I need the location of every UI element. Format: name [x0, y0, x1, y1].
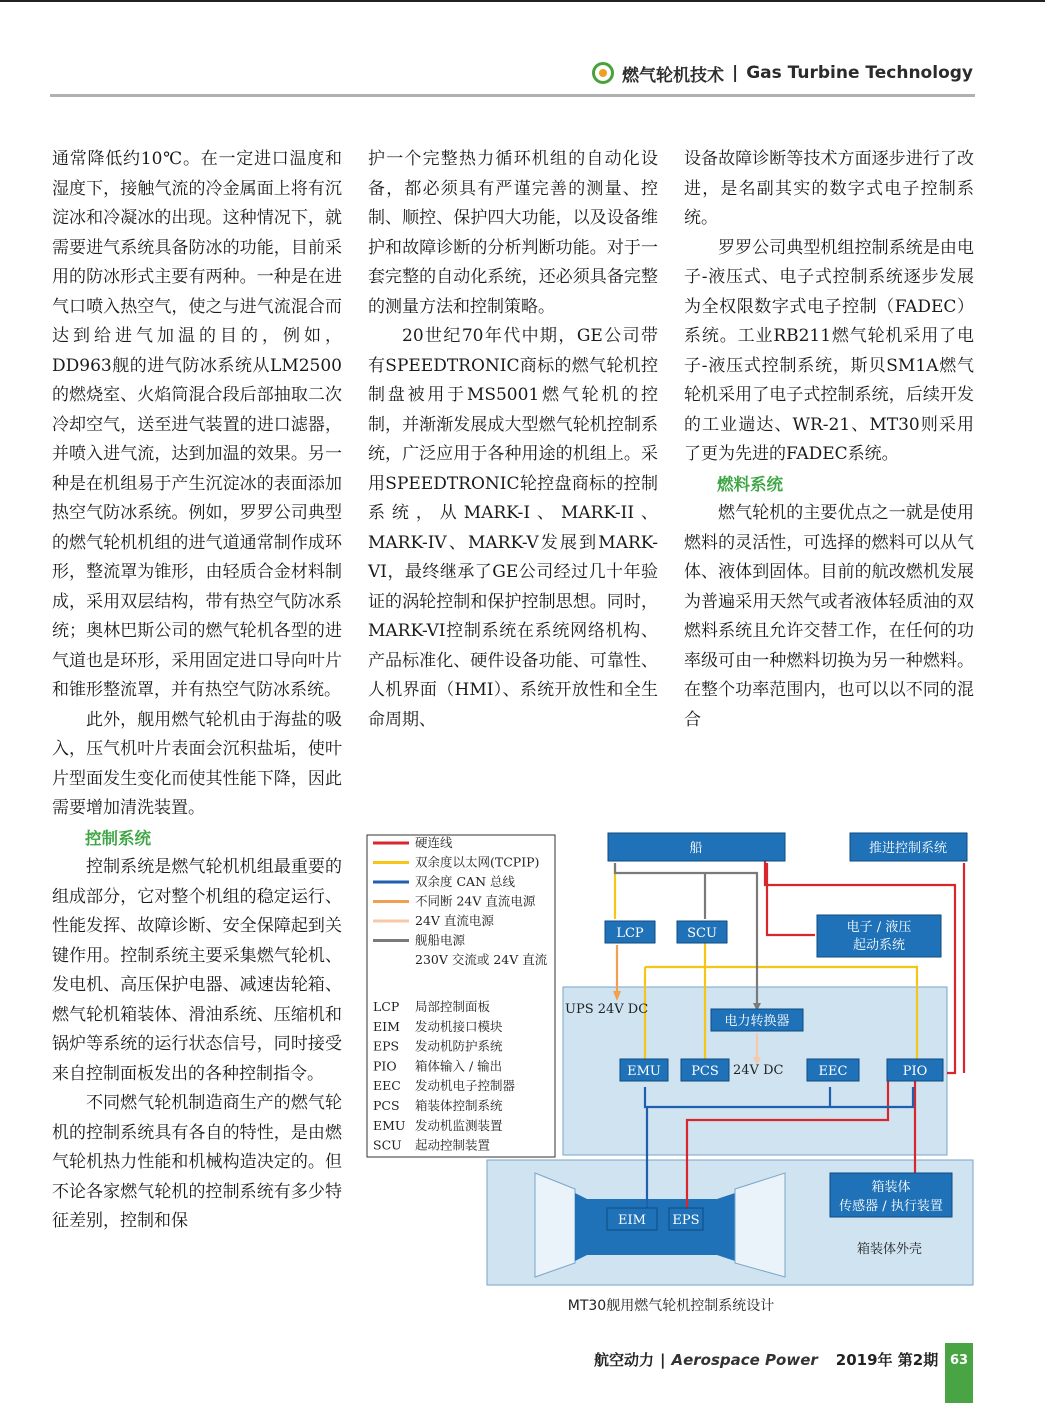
footer-separator: |: [660, 1350, 666, 1369]
eim-label: EIM: [618, 1213, 646, 1228]
header-title-cn: 燃气轮机技术: [621, 65, 724, 86]
abbr-key: PIO: [373, 1058, 397, 1074]
ship-label: 船: [689, 841, 703, 856]
abbr-value: 发动机防护系统: [415, 1038, 503, 1054]
top-border-line: [0, 0, 1045, 2]
paragraph: 燃气轮机的主要优点之一就是使用燃料的灵活性，可选择的燃料可以从气体、液体到固体。目前的航改燃机发展为普遍采用天然气或者液体轻质油的双燃料系统且允许交替工作，在任何的功率级可由一种燃料切换为另一种燃料。在整个功率范围内，也可以以不同的混合: [684, 503, 974, 730]
paragraph: 20世纪70年代中期，GE公司带有SPEEDTRONIC商标的燃气轮机控制盘被用于MS5001燃气轮机的控制，并渐渐发展成大型燃气轮机控制系统，广泛应用于各种用途的机组上。采用SPEEDTRONIC轮控盘商标的控制系统，从MARK-I、MARK-II、MARK-IV、MARK-V发展到MARK-VI，最终继承了GE公司经过几十年验证的涡轮控制和保护控制思想。同时，MARK-VI控制系统在系统网络机构、产品标准化、硬件设备功能、可靠性、人机界面（HMI）、系统开放性和全生命周期、: [368, 326, 658, 730]
gas-turbine-logo-icon: [592, 62, 614, 84]
pio-label: PIO: [902, 1064, 928, 1079]
paragraph: 护一个完整热力循环机组的自动化设备，都必须具有严谨完善的测量、控制、顺控、保护四大功能，以及设备维护和故障诊断的分析判断功能。对于一套完整的自动化系统，还必须具备完整的测量方法和控制策略。: [368, 149, 658, 317]
hardwire-line: [767, 863, 815, 935]
starter-label-line2: 起动系统: [852, 938, 906, 953]
engine-rear-flange: [717, 1193, 735, 1261]
propulsion-label: 推进控制系统: [868, 841, 948, 856]
page-number: 63: [945, 1343, 973, 1403]
header-title-en: Gas Turbine Technology: [746, 63, 973, 83]
legend-label: 双余度以太网(TCPIP): [415, 854, 540, 870]
legend-label: 230V 交流或 24V 直流: [415, 952, 548, 967]
abbr-key: EIM: [373, 1018, 400, 1034]
scu-label: SCU: [687, 926, 717, 941]
ups-label: UPS 24V DC: [565, 1002, 649, 1017]
abbr-key: LCP: [373, 999, 400, 1014]
footer-journal-cn: 航空动力: [594, 1351, 655, 1369]
paragraph: 此外，舰用燃气轮机由于海盐的吸入，压气机叶片表面会沉积盐垢，使叶片型面发生变化而使其性能下降，因此需要增加清洗装置。: [52, 709, 342, 818]
text-column-1: [52, 145, 342, 1237]
section-heading-fuel: 燃料系统: [717, 474, 783, 494]
abbr-value: 局部控制面板: [415, 999, 491, 1014]
lcp-label: LCP: [616, 926, 644, 941]
eec-label: EEC: [818, 1064, 848, 1079]
paragraph: 控制系统是燃气轮机机组最重要的组成部分，它对整个机组的稳定运行、性能发挥、故障诊断、安全保障起到关键作用。控制系统主要采集燃气轮机、发电机、高压保护电器、减速齿轮箱、燃气轮机箱装体、滑油系统、压缩机和锅炉等系统的运行状态信号，同时接受来自控制面板发出的各种控制指令。: [52, 857, 342, 1084]
legend-label: 舰船电源: [415, 932, 466, 948]
figure-caption: MT30舰用燃气轮机控制系统设计: [567, 1298, 775, 1314]
pcs-label: PCS: [691, 1064, 719, 1079]
paragraph: 不同燃气轮机制造商生产的燃气轮机的控制系统具有各自的特性，是由燃气轮机热力性能和机械构造决定的。但不论各家燃气轮机的控制系统有多少特征差别，控制和保: [52, 1093, 342, 1231]
eps-label: EPS: [672, 1213, 700, 1228]
abbr-key: EPS: [373, 1038, 400, 1054]
engine-exhaust-shape: [735, 1173, 785, 1277]
section-heading-control: 控制系统: [85, 828, 151, 848]
engine-intake-shape: [535, 1173, 575, 1277]
sensors-label-line2: 传感器 / 执行装置: [839, 1199, 943, 1214]
legend-label: 不同断 24V 直流电源: [415, 893, 536, 909]
running-footer: [594, 1349, 938, 1370]
abbr-value: 箱体输入 / 输出: [415, 1058, 503, 1074]
abbr-value: 发动机接口模块: [415, 1018, 503, 1034]
footer-journal-en: Aerospace Power: [671, 1350, 818, 1369]
abbr-key: EMU: [373, 1117, 406, 1133]
header-separator: |: [731, 63, 739, 83]
abbr-key: SCU: [373, 1137, 402, 1153]
text-column-2: [368, 145, 658, 735]
emu-label: EMU: [627, 1064, 661, 1079]
footer-issue: 2019年 第2期: [835, 1351, 939, 1369]
dc24v-label: 24V DC: [733, 1063, 784, 1078]
sensors-label-line1: 箱装体: [871, 1180, 911, 1195]
legend-label: 双余度 CAN 总线: [415, 874, 515, 889]
text-column-3: [684, 145, 974, 735]
paragraph: 罗罗公司典型机组控制系统是由电子-液压式、电子式控制系统逐步发展为全权限数字式电子控制（FADEC）系统。工业RB211燃气轮机采用了电子-液压式控制系统，斯贝SM1A燃气轮机采用了电子式控制系统，后续开发的工业遄达、WR-21、MT30则采用了更为先进的FADEC系统。: [684, 237, 974, 464]
header-rule: [50, 94, 975, 97]
legend-label: 硬连线: [415, 835, 453, 850]
abbr-value: 起动控制装置: [415, 1137, 491, 1153]
abbr-key: EEC: [373, 1078, 401, 1094]
abbr-value: 发动机电子控制器: [415, 1078, 516, 1094]
running-header: [592, 58, 973, 88]
paragraph: 通常降低约10℃。在一定进口温度和湿度下，接触气流的冷金属面上将有沉淀冰和冷凝冰的出现。这种情况下，就需要进气系统具备防冰的功能，目前采用的防冰形式主要有两种。一种是在进气口喷入热空气，使之与进气流混合而达到给进气加温的目的，例如，DD963舰的进气防冰系统从LM2500的燃烧室、火焰筒混合段后部抽取二次冷却空气，送至进气装置的进口滤器，并喷入进气流，达到加温的效果。另一种是在机组易于产生沉淀冰的表面添加热空气防冰系统。例如，罗罗公司典型的燃气轮机机组的进气道通常制作成环形，整流罩为锥形，由轻质合金材料制成，采用双层结构，带有热空气防冰系统；奥林巴斯公司的燃气轮机各型的进气道也是环形，采用固定进口导向叶片和锥形整流罩，并有热空气防冰系统。: [52, 149, 342, 700]
enclosure-label: 箱装体外壳: [857, 1242, 923, 1257]
legend-label: 24V 直流电源: [415, 913, 494, 928]
control-system-diagram: [365, 815, 977, 1290]
paragraph: 设备故障诊断等技术方面逐步进行了改进，是名副其实的数字式电子控制系统。: [684, 149, 974, 228]
abbr-key: PCS: [373, 1098, 400, 1113]
abbr-value: 发动机监测装置: [415, 1117, 503, 1133]
starter-label-line1: 电子 / 液压: [846, 920, 912, 935]
engine-front-flange: [575, 1193, 587, 1261]
power-converter-label: 电力转换器: [724, 1014, 790, 1029]
abbr-value: 箱装体控制系统: [415, 1098, 503, 1113]
